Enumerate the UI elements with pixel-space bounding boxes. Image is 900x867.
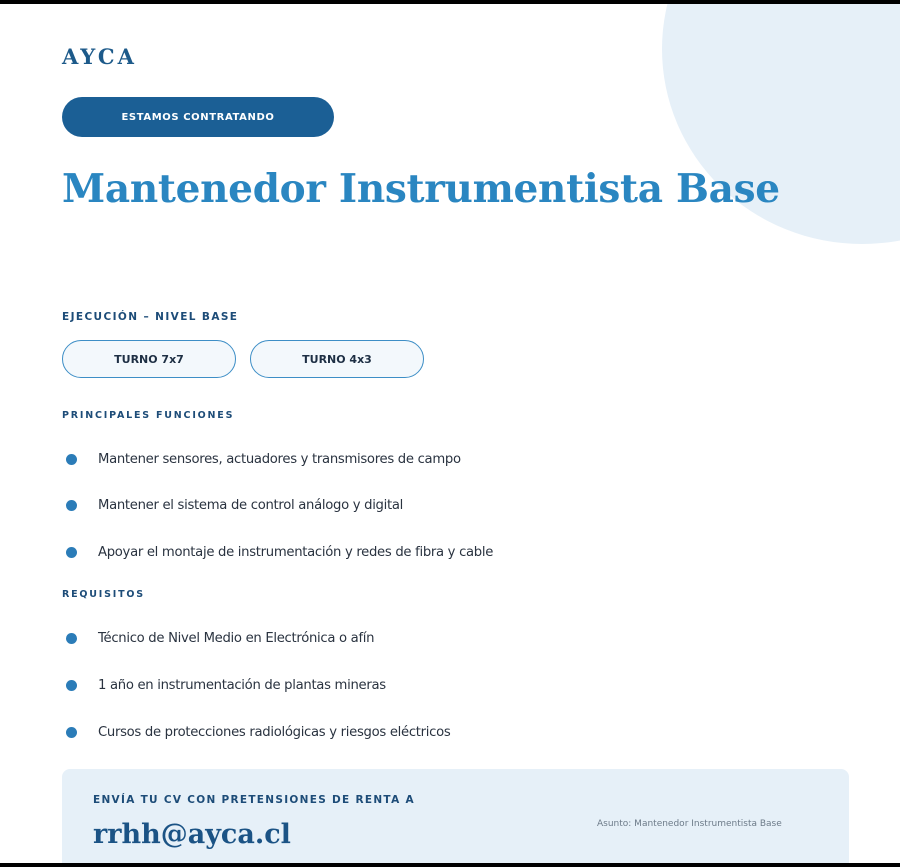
function-item — [66, 495, 403, 515]
requirements-heading: REQUISITOS — [62, 589, 145, 600]
contact-label: ENVÍA TU CV CON PRETENSIONES DE RENTA A — [93, 794, 415, 806]
requirement-item — [66, 628, 374, 648]
requirement-text: Técnico de Nivel Medio en Electrónica o afín — [98, 630, 375, 646]
bullet-icon — [66, 454, 77, 465]
brand-logo: AYCA — [62, 44, 137, 69]
bullet-icon — [66, 680, 77, 691]
requirement-text: Cursos de protecciones radiológicas y riesgos eléctricos — [98, 724, 451, 740]
hiring-badge: ESTAMOS CONTRATANDO — [62, 97, 334, 137]
requirement-text: 1 año en instrumentación de plantas mineras — [98, 677, 386, 693]
email-subject: Asunto: Mantenedor Instrumentista Base — [597, 819, 782, 829]
contact-email[interactable]: rrhh@ayca.cl — [93, 819, 291, 850]
shift-tag-4x3: TURNO 4x3 — [250, 340, 424, 378]
bullet-icon — [66, 727, 77, 738]
functions-heading: PRINCIPALES FUNCIONES — [62, 410, 235, 421]
contact-panel — [62, 769, 849, 863]
function-item — [66, 449, 461, 469]
function-text: Mantener sensores, actuadores y transmisores de campo — [98, 451, 461, 467]
bullet-icon — [66, 633, 77, 644]
requirement-item — [66, 675, 386, 695]
shift-tag-7x7: TURNO 7x7 — [62, 340, 236, 378]
job-posting-page — [0, 4, 900, 863]
bullet-icon — [66, 500, 77, 511]
function-item — [66, 542, 493, 562]
bullet-icon — [66, 547, 77, 558]
requirement-item — [66, 722, 450, 742]
job-title: Mantenedor Instrumentista Base — [62, 166, 780, 212]
level-label: EJECUCIÓN – NIVEL BASE — [62, 311, 239, 323]
function-text: Mantener el sistema de control análogo y digital — [98, 497, 404, 513]
function-text: Apoyar el montaje de instrumentación y redes de fibra y cable — [98, 544, 494, 560]
